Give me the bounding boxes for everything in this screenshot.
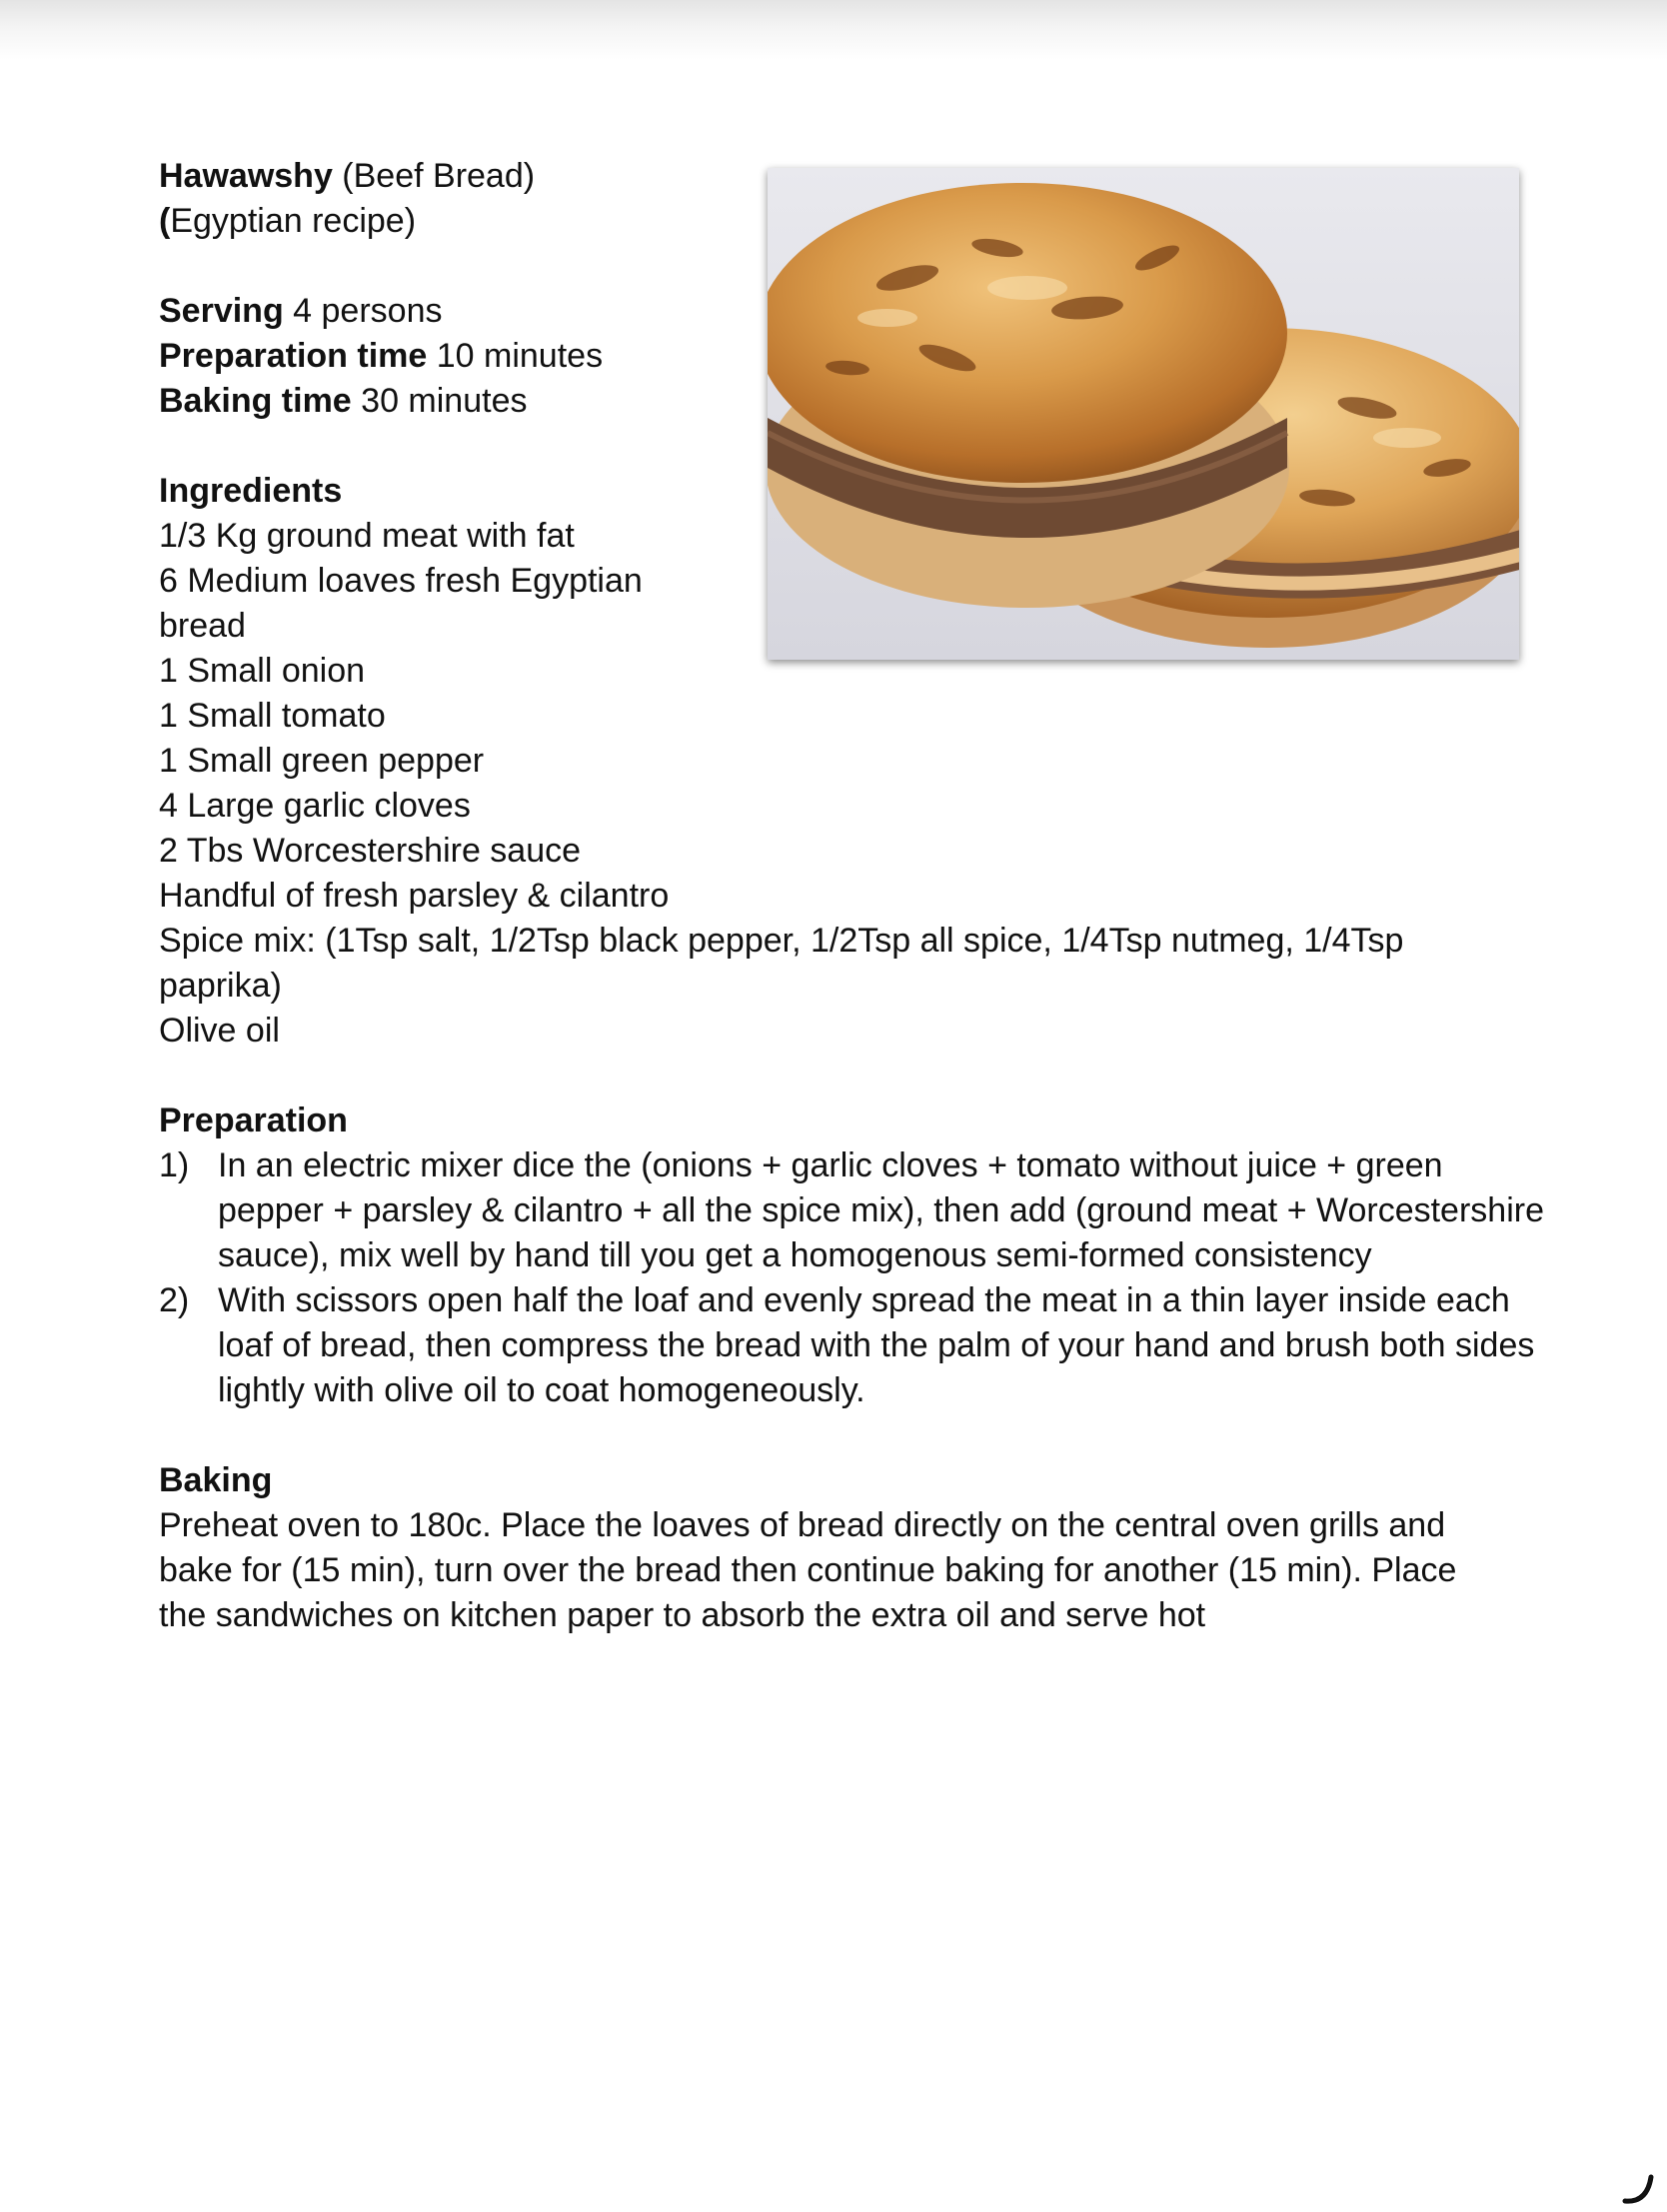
ingredient-item: 1 Small onion bbox=[159, 652, 366, 690]
ingredient-item: 6 Medium loaves fresh Egyptian bread bbox=[159, 562, 643, 645]
step-text: With scissors open half the loaf and evenly spread the meat in a thin layer inside each loaf of bread, then compress the bread with the palm of your hand and brush both sides lightly with olive oil to coat homogeneously. bbox=[218, 1281, 1535, 1409]
recipe-origin-text: Egyptian recipe) bbox=[170, 202, 417, 240]
prep-time-line bbox=[159, 334, 1498, 379]
top-shadow bbox=[0, 0, 1667, 60]
step-text: In an electric mixer dice the (onions + garlic cloves + tomato without juice + green pepper + parsley & cilantro + all the spice mix), then add (ground meat + Worcestershire sauce), mix well by hand till you get a homogenous semi-formed consistency bbox=[218, 1146, 1544, 1274]
prep-time-label: Preparation time bbox=[159, 337, 428, 375]
recipe-title bbox=[159, 154, 1498, 199]
baking-heading-text: Baking bbox=[159, 1461, 273, 1499]
ingredient-item: 4 Large garlic cloves bbox=[159, 787, 471, 825]
serving-value: 4 persons bbox=[283, 292, 443, 330]
recipe-origin-paren: ( bbox=[159, 202, 171, 240]
preparation-step bbox=[159, 1143, 1547, 1278]
ingredients-heading bbox=[159, 469, 1498, 514]
baking-heading bbox=[159, 1458, 1498, 1503]
baking-text: Preheat oven to 180c. Place the loaves of bread directly on the central oven grills and bake for (15 min), turn over the bread then continue baking for another (15 min). Place the sandwiches on kitchen paper to absorb the extra oil and serve hot bbox=[159, 1506, 1457, 1634]
ingredient-item: 2 Tbs Worcestershire sauce bbox=[159, 832, 582, 870]
recipe-subtitle: (Beef Bread) bbox=[332, 157, 536, 195]
serving-line bbox=[159, 289, 1498, 334]
ingredient-item: Handful of fresh parsley & cilantro bbox=[159, 877, 670, 915]
baking-time-label: Baking time bbox=[159, 382, 352, 420]
preparation-heading-text: Preparation bbox=[159, 1102, 348, 1139]
ingredients-list-wide bbox=[159, 919, 1498, 1054]
baking-time-line bbox=[159, 379, 1498, 424]
ingredient-item: 1 Small tomato bbox=[159, 697, 386, 735]
baking-time-value: 30 minutes bbox=[351, 382, 528, 420]
ingredient-item: Olive oil bbox=[159, 1012, 280, 1050]
page-curl-icon[interactable] bbox=[1621, 2171, 1657, 2207]
ingredients-list bbox=[159, 514, 719, 919]
serving-label: Serving bbox=[159, 292, 284, 330]
ingredient-item: 1/3 Kg ground meat with fat bbox=[159, 517, 575, 555]
preparation-step bbox=[159, 1278, 1547, 1413]
preparation-heading bbox=[159, 1099, 1498, 1143]
recipe-document bbox=[159, 154, 1544, 1638]
ingredient-item: 1 Small green pepper bbox=[159, 742, 485, 780]
recipe-origin bbox=[159, 199, 1498, 244]
recipe-name: Hawawshy bbox=[159, 157, 333, 195]
preparation-steps bbox=[159, 1143, 1544, 1413]
ingredient-item: Spice mix: (1Tsp salt, 1/2Tsp black pepper, 1/2Tsp all spice, 1/4Tsp nutmeg, 1/4Tsp paprika) bbox=[159, 922, 1404, 1005]
ingredients-heading-text: Ingredients bbox=[159, 472, 343, 510]
step-number: 1) bbox=[159, 1146, 190, 1184]
prep-time-value: 10 minutes bbox=[427, 337, 604, 375]
step-number: 2) bbox=[159, 1281, 190, 1319]
